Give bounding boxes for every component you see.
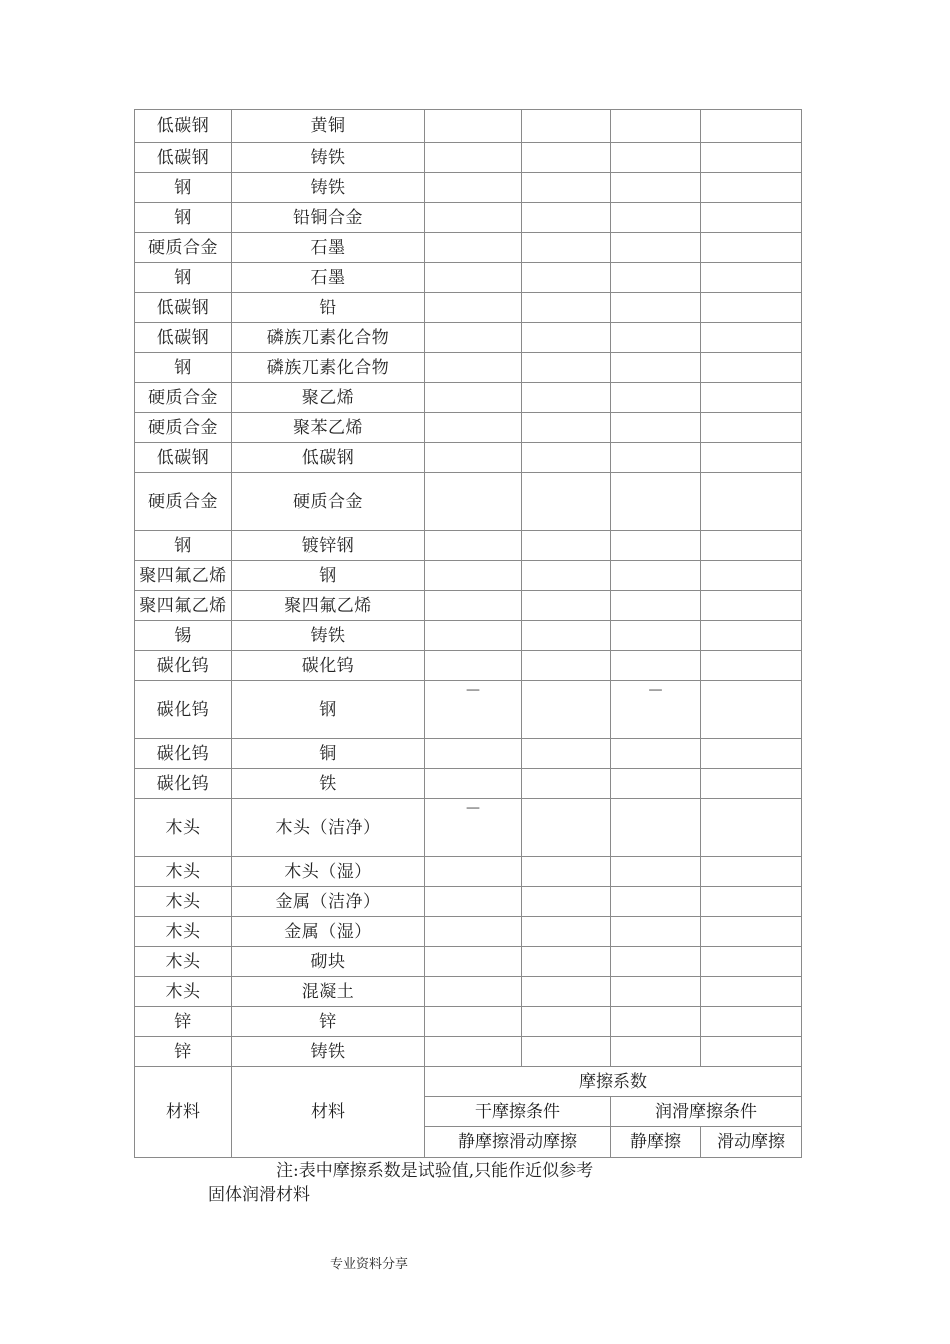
table-row [135,173,802,203]
material-b-cell: 聚四氟乙烯 [232,591,425,621]
table-row [135,263,802,293]
coefficient-cell [522,591,611,621]
coefficient-cell [611,887,701,917]
material-a-cell: 钢 [135,263,232,293]
table-row [135,561,802,591]
table-row [135,353,802,383]
material-a-cell: 碳化钨 [135,739,232,769]
material-b-cell: 木头（洁净） [232,799,425,857]
coefficient-cell [701,591,802,621]
coefficient-cell [701,621,802,651]
material-b-cell: 聚苯乙烯 [232,413,425,443]
table-row [135,681,802,739]
coefficient-cell [425,561,522,591]
coefficient-cell [611,681,701,739]
material-a-cell: 硬质合金 [135,473,232,531]
table-row [135,110,802,143]
material-a-cell: 木头 [135,917,232,947]
coefficient-cell [701,1007,802,1037]
coefficient-cell [701,651,802,681]
coefficient-cell [522,887,611,917]
coefficient-cell [611,203,701,233]
coefficient-cell [425,383,522,413]
table-row [135,977,802,1007]
header-lubricated-sliding: 滑动摩擦 [701,1127,802,1158]
material-a-cell: 低碳钢 [135,323,232,353]
coefficient-cell [611,1037,701,1067]
table-row [135,143,802,173]
table-row [135,857,802,887]
material-a-cell: 木头 [135,799,232,857]
material-b-cell: 钢 [232,681,425,739]
coefficient-cell [701,443,802,473]
coefficient-cell [701,561,802,591]
coefficient-cell [522,323,611,353]
coefficient-cell [611,651,701,681]
coefficient-cell [611,769,701,799]
table-row [135,531,802,561]
coefficient-cell [611,323,701,353]
coefficient-cell [425,591,522,621]
coefficient-cell [701,323,802,353]
table-row [135,383,802,413]
coefficient-cell [701,917,802,947]
coefficient-cell [425,651,522,681]
coefficient-cell [701,947,802,977]
coefficient-cell [701,887,802,917]
material-b-cell: 金属（湿） [232,917,425,947]
material-a-cell: 木头 [135,947,232,977]
coefficient-cell [701,143,802,173]
table-row [135,769,802,799]
friction-table [134,109,802,1158]
header-dry-subcolumns: 静摩擦滑动摩擦 [425,1127,611,1158]
table-header [135,1067,802,1158]
table-row [135,591,802,621]
coefficient-cell [425,110,522,143]
coefficient-cell [425,621,522,651]
coefficient-cell [425,799,522,857]
material-b-cell: 磷族兀素化合物 [232,323,425,353]
table-row [135,293,802,323]
coefficient-cell [522,143,611,173]
header-lubricated-static: 静摩擦 [611,1127,701,1158]
coefficient-cell [522,769,611,799]
coefficient-cell [522,799,611,857]
material-b-cell: 铸铁 [232,143,425,173]
coefficient-cell [522,739,611,769]
material-b-cell: 石墨 [232,263,425,293]
coefficient-cell [611,233,701,263]
coefficient-cell [425,1007,522,1037]
coefficient-cell [425,887,522,917]
coefficient-cell [701,531,802,561]
table-row [135,799,802,857]
material-a-cell: 聚四氟乙烯 [135,561,232,591]
coefficient-cell [611,110,701,143]
coefficient-cell [611,917,701,947]
coefficient-cell [522,531,611,561]
coefficient-cell [425,947,522,977]
coefficient-cell [611,857,701,887]
coefficient-cell [522,1037,611,1067]
coefficient-cell [522,621,611,651]
coefficient-cell [425,203,522,233]
material-a-cell: 锌 [135,1007,232,1037]
coefficient-cell [522,263,611,293]
material-a-cell: 硬质合金 [135,413,232,443]
coefficient-cell [611,977,701,1007]
material-b-cell: 铅铜合金 [232,203,425,233]
coefficient-cell [611,383,701,413]
coefficient-cell [522,651,611,681]
material-a-cell: 硬质合金 [135,233,232,263]
material-a-cell: 木头 [135,977,232,1007]
coefficient-cell [425,263,522,293]
coefficient-cell [425,323,522,353]
table-row [135,443,802,473]
table-row [135,203,802,233]
material-b-cell: 锌 [232,1007,425,1037]
header-material-2: 材料 [232,1067,425,1158]
header-lubricated-friction: 润滑摩擦条件 [611,1097,802,1127]
material-b-cell: 木头（湿） [232,857,425,887]
coefficient-cell [425,233,522,263]
coefficient-cell [701,857,802,887]
coefficient-cell [522,173,611,203]
coefficient-cell [701,173,802,203]
coefficient-cell [425,769,522,799]
coefficient-cell [701,353,802,383]
coefficient-cell [522,233,611,263]
material-a-cell: 碳化钨 [135,651,232,681]
coefficient-cell [425,413,522,443]
table-row [135,473,802,531]
material-b-cell: 钢 [232,561,425,591]
coefficient-cell [425,857,522,887]
coefficient-cell [701,203,802,233]
dash-mark: — [466,682,480,698]
material-b-cell: 铸铁 [232,173,425,203]
coefficient-cell [425,1037,522,1067]
coefficient-cell [701,473,802,531]
coefficient-cell [611,621,701,651]
coefficient-cell [522,681,611,739]
coefficient-cell [522,353,611,383]
coefficient-cell [425,143,522,173]
coefficient-cell [611,263,701,293]
material-a-cell: 聚四氟乙烯 [135,591,232,621]
material-a-cell: 低碳钢 [135,143,232,173]
table-row [135,887,802,917]
coefficient-cell [425,293,522,323]
dash-mark: — [648,682,663,698]
material-b-cell: 碳化钨 [232,651,425,681]
material-b-cell: 硬质合金 [232,473,425,531]
coefficient-cell [701,233,802,263]
coefficient-cell [522,561,611,591]
coefficient-cell [611,413,701,443]
table-row [135,1007,802,1037]
material-b-cell: 聚乙烯 [232,383,425,413]
coefficient-cell [611,591,701,621]
section-title: 固体润滑材料 [208,1185,310,1205]
coefficient-cell [522,203,611,233]
material-b-cell: 混凝土 [232,977,425,1007]
coefficient-cell [701,413,802,443]
coefficient-cell [611,143,701,173]
material-a-cell: 锡 [135,621,232,651]
coefficient-cell [701,769,802,799]
table-row [135,323,802,353]
material-a-cell: 低碳钢 [135,110,232,143]
coefficient-cell [611,173,701,203]
coefficient-cell [611,947,701,977]
coefficient-cell [701,263,802,293]
coefficient-cell [522,977,611,1007]
coefficient-cell [611,561,701,591]
table-row [135,917,802,947]
material-b-cell: 铸铁 [232,621,425,651]
coefficient-cell [611,799,701,857]
coefficient-cell [701,293,802,323]
table-row [135,1037,802,1067]
material-a-cell: 碳化钨 [135,681,232,739]
table-row [135,233,802,263]
footer-text: 专业资料分享 [330,1257,409,1272]
material-b-cell: 铁 [232,769,425,799]
coefficient-cell [522,947,611,977]
material-a-cell: 木头 [135,887,232,917]
coefficient-cell [522,857,611,887]
material-b-cell: 铜 [232,739,425,769]
table-row [135,621,802,651]
coefficient-cell [425,531,522,561]
coefficient-cell [425,353,522,383]
coefficient-cell [611,473,701,531]
coefficient-cell [701,739,802,769]
coefficient-cell [425,917,522,947]
coefficient-cell [522,293,611,323]
coefficient-cell [522,383,611,413]
material-a-cell: 钢 [135,173,232,203]
material-a-cell: 钢 [135,203,232,233]
coefficient-cell [611,443,701,473]
table-row [135,651,802,681]
coefficient-cell [522,917,611,947]
coefficient-cell [611,293,701,323]
table-body [135,110,802,1067]
material-a-cell: 锌 [135,1037,232,1067]
table-row [135,739,802,769]
coefficient-cell [425,173,522,203]
table-row [135,413,802,443]
coefficient-cell [701,383,802,413]
coefficient-cell [701,1037,802,1067]
coefficient-cell [522,110,611,143]
coefficient-cell [701,110,802,143]
material-b-cell: 砌块 [232,947,425,977]
material-a-cell: 钢 [135,353,232,383]
material-a-cell: 木头 [135,857,232,887]
coefficient-cell [425,473,522,531]
material-a-cell: 硬质合金 [135,383,232,413]
material-a-cell: 低碳钢 [135,443,232,473]
coefficient-cell [425,443,522,473]
coefficient-cell [425,977,522,1007]
material-b-cell: 金属（洁净） [232,887,425,917]
material-a-cell: 钢 [135,531,232,561]
coefficient-cell [701,977,802,1007]
dash-mark: — [466,800,480,816]
material-b-cell: 低碳钢 [232,443,425,473]
header-dry-friction: 干摩擦条件 [425,1097,611,1127]
coefficient-cell [611,353,701,383]
material-b-cell: 黄铜 [232,110,425,143]
coefficient-cell [425,739,522,769]
coefficient-cell [522,1007,611,1037]
material-b-cell: 石墨 [232,233,425,263]
material-b-cell: 镀锌钢 [232,531,425,561]
coefficient-cell [522,413,611,443]
coefficient-cell [425,681,522,739]
coefficient-cell [611,1007,701,1037]
header-friction-coefficient: 摩擦系数 [425,1067,802,1097]
coefficient-cell [522,473,611,531]
table-note: 注:表中摩擦系数是试验值,只能作近似参考 [276,1161,594,1181]
material-b-cell: 铸铁 [232,1037,425,1067]
coefficient-cell [701,681,802,739]
coefficient-cell [701,799,802,857]
material-a-cell: 低碳钢 [135,293,232,323]
table-row [135,947,802,977]
coefficient-cell [611,739,701,769]
material-b-cell: 磷族兀素化合物 [232,353,425,383]
coefficient-cell [522,443,611,473]
material-a-cell: 碳化钨 [135,769,232,799]
header-material-1: 材料 [135,1067,232,1158]
material-b-cell: 铅 [232,293,425,323]
coefficient-cell [611,531,701,561]
